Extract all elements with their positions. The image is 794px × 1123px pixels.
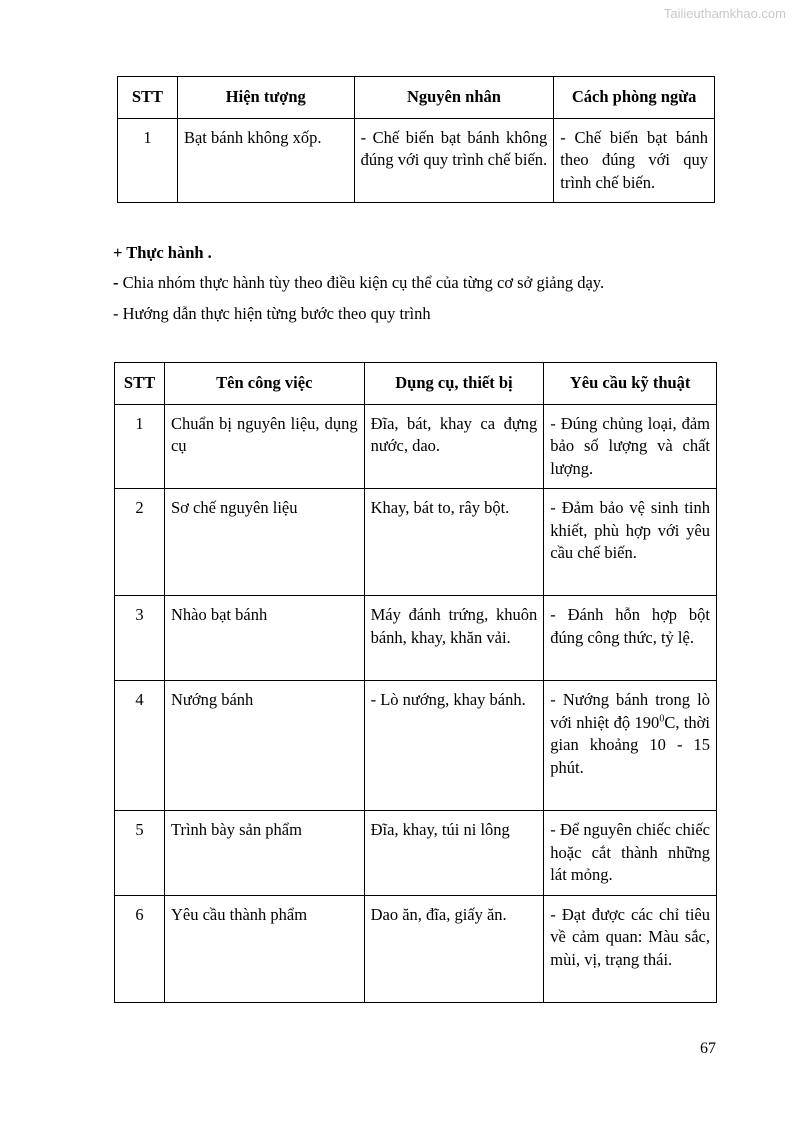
cell-tools: Đĩa, bát, khay ca đựng nước, dao. bbox=[364, 404, 544, 489]
practice-line-1-text: Chia nhóm thực hành tùy theo điều kiện cụ thể của từng cơ sở giảng dạy. bbox=[118, 273, 605, 292]
table-header-row bbox=[115, 363, 717, 405]
header-prevention: Cách phòng ngừa bbox=[554, 77, 715, 119]
cell-stt: 2 bbox=[115, 489, 165, 596]
cell-cause: - Chế biến bạt bánh không đúng với quy trình chế biến. bbox=[354, 118, 554, 203]
cell-tools: Đĩa, khay, túi ni lông bbox=[364, 811, 544, 896]
cell-stt: 3 bbox=[115, 596, 165, 681]
req-text-after: C, thời gian khoảng 10 - 15 phút. bbox=[550, 712, 710, 777]
cell-stt: 1 bbox=[115, 404, 165, 489]
header-phenomenon: Hiện tượng bbox=[177, 77, 354, 119]
table-row bbox=[115, 596, 717, 681]
practice-line-1 bbox=[113, 272, 604, 294]
cell-task: Trình bày sản phẩm bbox=[164, 811, 364, 896]
watermark: Tailieuthamkhao.com bbox=[663, 6, 786, 21]
page-number: 67 bbox=[700, 1040, 716, 1057]
cell-tools: Khay, bát to, rây bột. bbox=[364, 489, 544, 596]
table-row bbox=[115, 489, 717, 596]
cell-requirements: - Đảm bảo vệ sinh tinh khiết, phù hợp với yêu cầu chế biến. bbox=[544, 489, 717, 596]
table-header-row bbox=[118, 77, 715, 119]
dash: - bbox=[113, 273, 119, 292]
cell-prevention: - Chế biến bạt bánh theo đúng với quy trình chế biến. bbox=[554, 118, 715, 203]
header-cause: Nguyên nhân bbox=[354, 77, 554, 119]
header-stt: STT bbox=[118, 77, 178, 119]
cell-task: Nướng bánh bbox=[164, 681, 364, 811]
practice-line-2: - Hướng dẫn thực hiện từng bước theo quy trình bbox=[113, 304, 431, 323]
table-row bbox=[115, 811, 717, 896]
cell-stt: 1 bbox=[118, 118, 178, 203]
practice-heading: + Thực hành . bbox=[113, 243, 212, 262]
procedure-table bbox=[114, 362, 717, 1003]
cell-phenomenon: Bạt bánh không xốp. bbox=[177, 118, 354, 203]
cell-tools: Dao ăn, đĩa, giấy ăn. bbox=[364, 895, 544, 1002]
cell-requirements bbox=[544, 681, 717, 811]
table-row bbox=[115, 895, 717, 1002]
header-tools: Dụng cụ, thiết bị bbox=[364, 363, 544, 405]
cell-requirements: - Đánh hỗn hợp bột đúng công thức, tỷ lệ. bbox=[544, 596, 717, 681]
table-row bbox=[115, 681, 717, 811]
cell-requirements: - Để nguyên chiếc chiếc hoặc cắt thành những lát mỏng. bbox=[544, 811, 717, 896]
header-stt: STT bbox=[115, 363, 165, 405]
cell-task: Nhào bạt bánh bbox=[164, 596, 364, 681]
causes-table bbox=[117, 76, 715, 203]
header-requirements: Yêu cầu kỹ thuật bbox=[544, 363, 717, 405]
cell-stt: 4 bbox=[115, 681, 165, 811]
cell-task: Chuẩn bị nguyên liệu, dụng cụ bbox=[164, 404, 364, 489]
cell-requirements: - Đúng chủng loại, đảm bảo số lượng và chất lượng. bbox=[544, 404, 717, 489]
req-superscript: 0 bbox=[659, 713, 665, 724]
cell-tools: - Lò nướng, khay bánh. bbox=[364, 681, 544, 811]
header-task: Tên công việc bbox=[164, 363, 364, 405]
cell-tools: Máy đánh trứng, khuôn bánh, khay, khăn vải. bbox=[364, 596, 544, 681]
table-row bbox=[118, 118, 715, 203]
cell-stt: 5 bbox=[115, 811, 165, 896]
cell-task: Sơ chế nguyên liệu bbox=[164, 489, 364, 596]
cell-task: Yêu cầu thành phẩm bbox=[164, 895, 364, 1002]
cell-stt: 6 bbox=[115, 895, 165, 1002]
cell-requirements: - Đạt được các chỉ tiêu về cảm quan: Màu sắc, mùi, vị, trạng thái. bbox=[544, 895, 717, 1002]
table-row bbox=[115, 404, 717, 489]
req-text-before: - Nướng bánh trong lò với nhiệt độ 190 bbox=[550, 690, 710, 732]
